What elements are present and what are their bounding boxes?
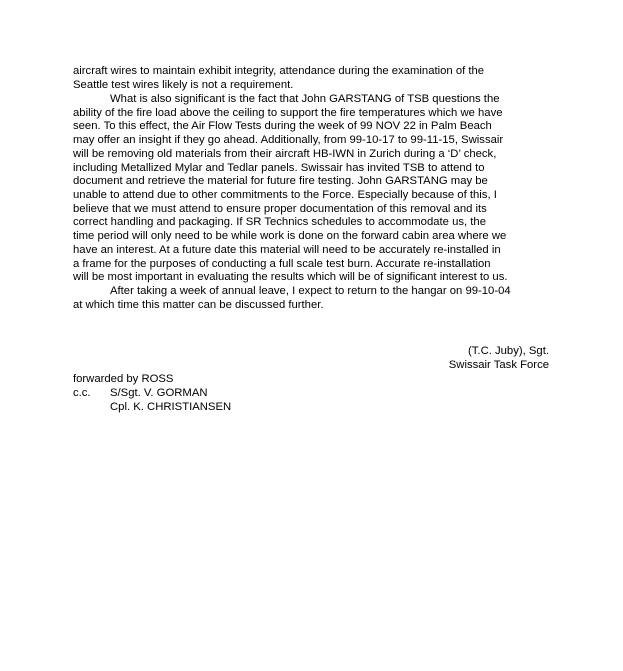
body-line: aircraft wires to maintain exhibit integrity, attendance during the examination of the: [73, 65, 485, 77]
body-line: a frame for the purposes of conducting a full scale test burn. Accurate re-installation: [73, 258, 491, 270]
body-line: time period will only need to be while work is done on the forward cabin area where we: [73, 230, 507, 242]
body-line: After taking a week of annual leave, I expect to return to the hangar on 99-10-04: [110, 285, 511, 297]
body-line: including Metallized Mylar and Tedlar panels. Swissair has invited TSB to attend to: [73, 162, 485, 174]
body-line: ability of the fire load above the ceiling to support the fire temperatures which we have: [73, 107, 503, 119]
body-line: may offer an insight if they go ahead. Additionally, from 99-10-17 to 99-11-15, Swissair: [73, 134, 504, 146]
signature-name: (T.C. Juby), Sgt.: [468, 345, 549, 357]
cc-label: c.c.: [73, 387, 91, 399]
body-line: at which time this matter can be discussed further.: [73, 299, 324, 311]
body-line: believe that we must attend to ensure proper documentation of this removal and its: [73, 203, 487, 215]
cc-recipient: S/Sgt. V. GORMAN: [110, 387, 208, 399]
body-line: Seattle test wires likely is not a requirement.: [73, 79, 294, 91]
forwarded-by: forwarded by ROSS: [73, 373, 174, 385]
cc-recipient: Cpl. K. CHRISTIANSEN: [110, 401, 232, 413]
body-line: document and retrieve the material for future fire testing. John GARSTANG may be: [73, 175, 488, 187]
body-line: unable to attend due to other commitments to the Force. Especially because of this, I: [73, 189, 497, 201]
body-line: seen. To this effect, the Air Flow Tests during the week of 99 NOV 22 in Palm Beach: [73, 120, 492, 132]
signature-unit: Swissair Task Force: [448, 359, 549, 371]
body-line: will be most important in evaluating the results which will be of significant interest to us.: [73, 271, 508, 283]
body-line: will be removing old materials from their aircraft HB-IWN in Zurich during a ‘D’ check,: [73, 148, 497, 160]
body-line: correct handling and packaging. If SR Technics schedules to accommodate us, the: [73, 216, 486, 228]
body-line: have an interest. At a future date this material will need to be accurately re-installed in: [73, 244, 501, 256]
body-line: What is also significant is the fact that John GARSTANG of TSB questions the: [110, 93, 500, 105]
